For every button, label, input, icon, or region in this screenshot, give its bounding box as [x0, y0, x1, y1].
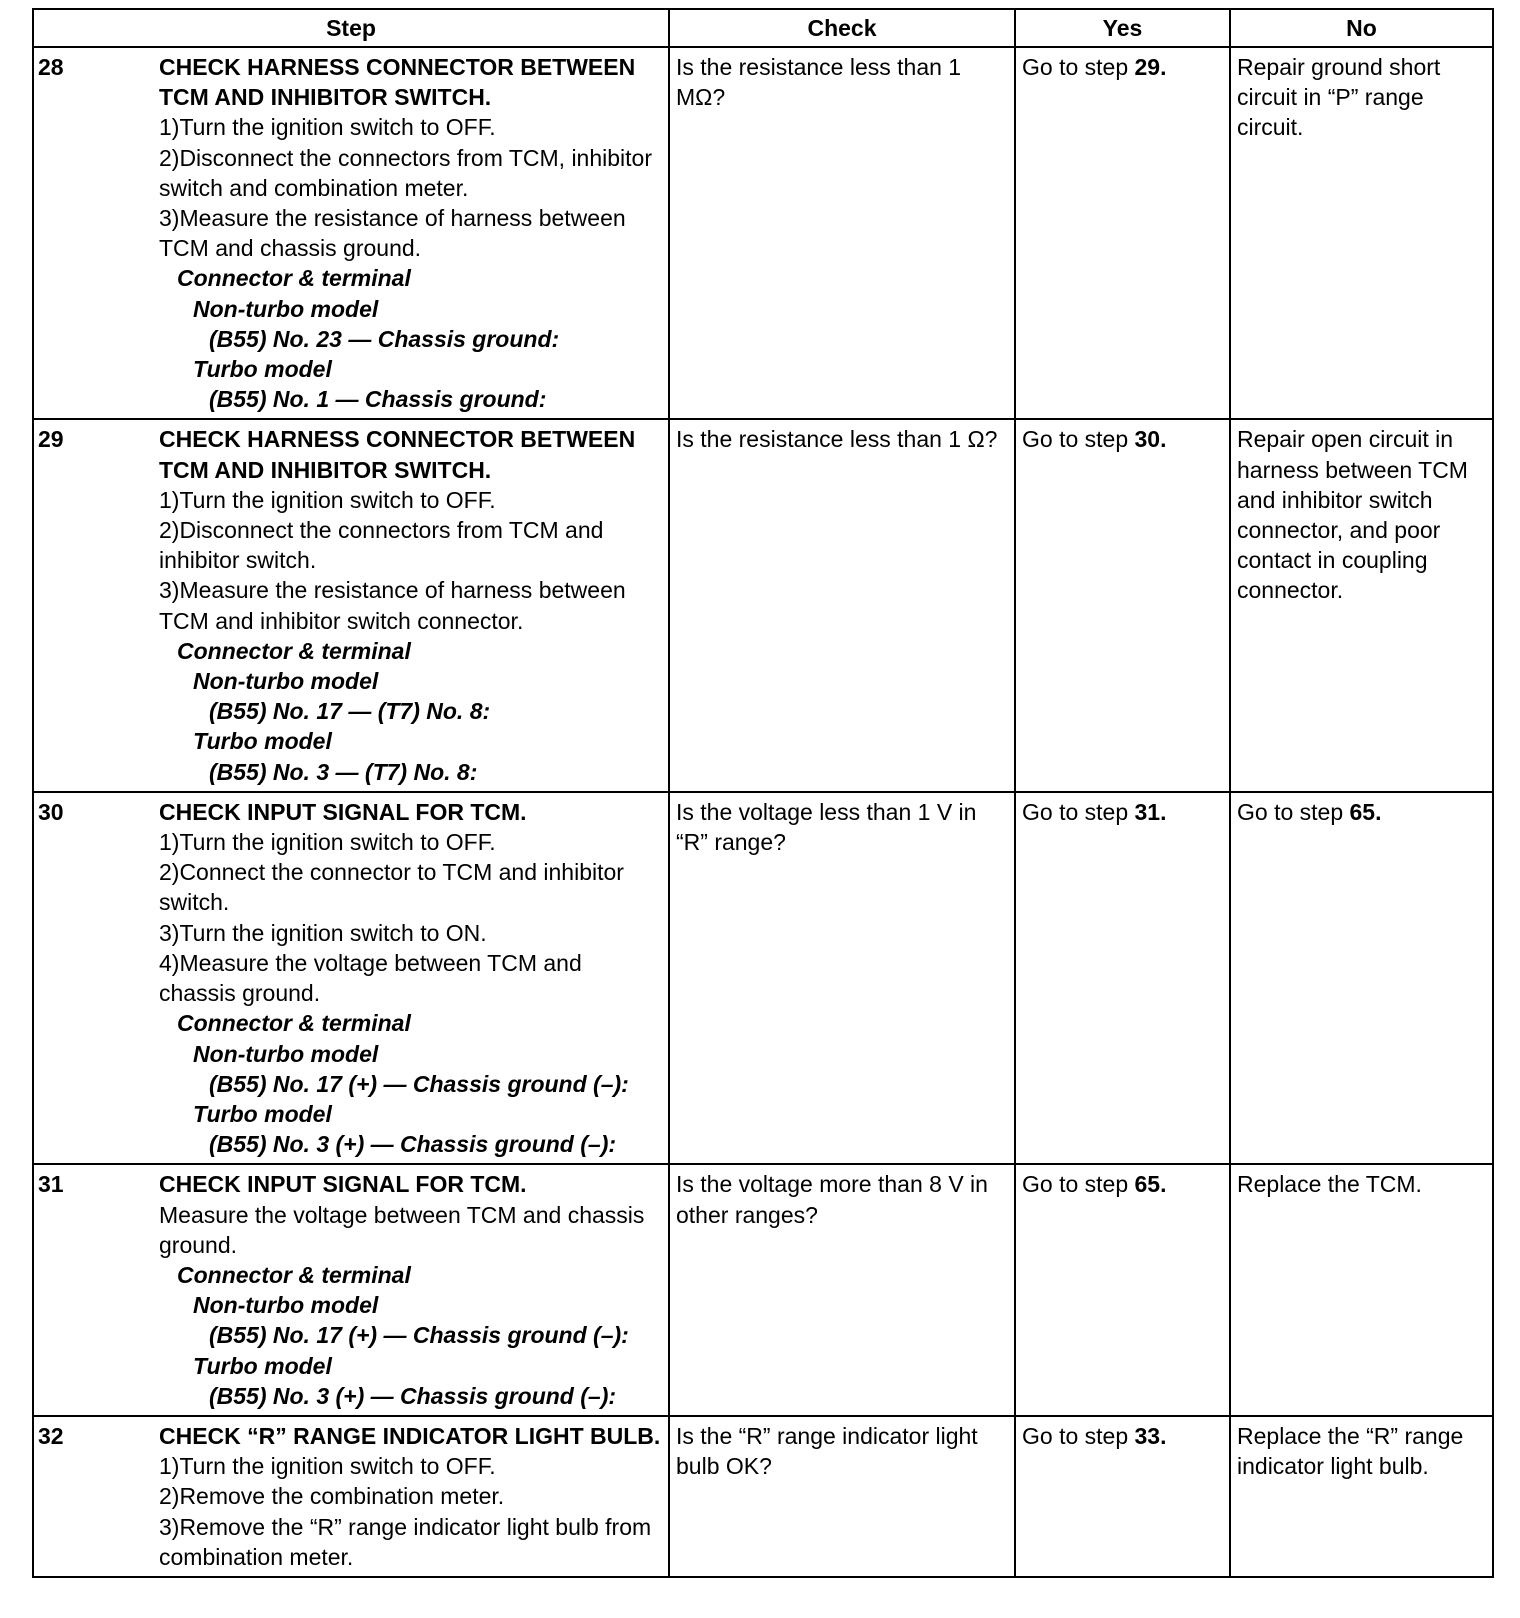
yes-cell — [1015, 47, 1230, 419]
terminal-spec: (B55) No. 3 (+) — Chassis ground (–): — [209, 1131, 617, 1158]
yes-step-number: 30. — [1134, 426, 1167, 453]
terminal-spec: (B55) No. 23 — Chassis ground: — [209, 325, 560, 352]
step-number: 32 — [33, 1416, 155, 1577]
step-line: 1)Turn the ignition switch to OFF. — [159, 829, 496, 856]
table-row — [33, 1164, 1493, 1416]
connector-terminal-label: Connector & terminal — [177, 637, 411, 664]
step-line: 4)Measure the voltage between TCM and chassis ground. — [159, 949, 582, 1007]
yes-cell — [1015, 419, 1230, 791]
terminal-spec: (B55) No. 17 — (T7) No. 8: — [209, 698, 491, 725]
step-description — [155, 1164, 669, 1416]
check-cell: Is the “R” range indicator light bulb OK? — [669, 1416, 1015, 1577]
yes-step-number: 33. — [1134, 1422, 1167, 1449]
step-line: Measure the voltage between TCM and chassis ground. — [159, 1201, 645, 1258]
step-line: 2)Disconnect the connectors from TCM and inhibitor switch. — [159, 517, 604, 574]
step-description — [155, 47, 669, 419]
step-title: CHECK HARNESS CONNECTOR BETWEEN TCM AND INHIBITOR SWITCH. — [159, 426, 636, 483]
step-line: 3)Measure the resistance of harness between TCM and chassis ground. — [159, 205, 626, 262]
step-line: 2)Disconnect the connectors from TCM, inhibitor switch and combination meter. — [159, 144, 652, 201]
header-no: No — [1230, 9, 1493, 47]
header-check: Check — [669, 9, 1015, 47]
step-number: 28 — [33, 47, 155, 419]
no-cell: Repair ground short circuit in “P” range circuit. — [1230, 47, 1493, 419]
terminal-spec: (B55) No. 3 — (T7) No. 8: — [209, 758, 478, 785]
yes-cell — [1015, 1416, 1230, 1577]
step-description — [155, 419, 669, 791]
step-number: 30 — [33, 792, 155, 1164]
step-title: CHECK “R” RANGE INDICATOR LIGHT BULB. — [159, 1422, 661, 1449]
connector-terminal-label: Connector & terminal — [177, 265, 411, 292]
model-label: Turbo model — [193, 356, 332, 383]
table-row — [33, 1416, 1493, 1577]
header-row — [33, 9, 1493, 47]
model-label: Non-turbo model — [193, 1292, 379, 1319]
header-yes: Yes — [1015, 9, 1230, 47]
table-row — [33, 47, 1493, 419]
step-line: 3)Remove the “R” range indicator light bulb from combination meter. — [159, 1513, 652, 1570]
step-description — [155, 792, 669, 1164]
step-line: 1)Turn the ignition switch to OFF. — [159, 114, 496, 141]
yes-text: Go to step — [1022, 798, 1135, 825]
step-line: 1)Turn the ignition switch to OFF. — [159, 486, 496, 513]
model-label: Non-turbo model — [193, 295, 379, 322]
check-cell: Is the voltage less than 1 V in “R” range? — [669, 792, 1015, 1164]
yes-text: Go to step — [1022, 1171, 1135, 1198]
table-row — [33, 419, 1493, 791]
terminal-spec: (B55) No. 17 (+) — Chassis ground (–): — [209, 1070, 629, 1097]
yes-text: Go to step — [1022, 1422, 1135, 1449]
diagnostic-table — [32, 8, 1494, 1578]
model-label: Non-turbo model — [193, 1040, 379, 1067]
table-row — [33, 792, 1493, 1164]
no-cell: Replace the TCM. — [1230, 1164, 1493, 1416]
step-line: 1)Turn the ignition switch to OFF. — [159, 1453, 496, 1480]
step-line: 3)Measure the resistance of harness between TCM and inhibitor switch connector. — [159, 577, 626, 634]
model-label: Turbo model — [193, 1100, 332, 1127]
step-line: 2)Connect the connector to TCM and inhibitor switch. — [159, 859, 624, 916]
step-line: 3)Turn the ignition switch to ON. — [159, 919, 487, 946]
diagnostic-table-page — [32, 8, 1492, 1578]
model-label: Turbo model — [193, 1352, 332, 1379]
check-cell: Is the voltage more than 8 V in other ranges? — [669, 1164, 1015, 1416]
yes-cell — [1015, 792, 1230, 1164]
no-cell — [1230, 792, 1493, 1164]
connector-terminal-label: Connector & terminal — [177, 1010, 411, 1037]
model-label: Turbo model — [193, 728, 332, 755]
check-cell: Is the resistance less than 1 MΩ? — [669, 47, 1015, 419]
yes-step-number: 29. — [1134, 54, 1167, 80]
header-step: Step — [33, 9, 669, 47]
connector-terminal-label: Connector & terminal — [177, 1261, 411, 1288]
no-text: Go to step — [1237, 798, 1350, 825]
yes-cell — [1015, 1164, 1230, 1416]
step-title: CHECK INPUT SIGNAL FOR TCM. — [159, 798, 527, 825]
yes-text: Go to step — [1022, 426, 1135, 453]
yes-text: Go to step — [1022, 54, 1135, 80]
step-title: CHECK INPUT SIGNAL FOR TCM. — [159, 1171, 527, 1198]
check-cell: Is the resistance less than 1 Ω? — [669, 419, 1015, 791]
model-label: Non-turbo model — [193, 668, 379, 695]
step-number: 29 — [33, 419, 155, 791]
no-cell: Replace the “R” range indicator light bulb. — [1230, 1416, 1493, 1577]
step-number: 31 — [33, 1164, 155, 1416]
yes-step-number: 31. — [1134, 798, 1167, 825]
yes-step-number: 65. — [1134, 1171, 1167, 1198]
no-step-number: 65. — [1349, 798, 1382, 825]
terminal-spec: (B55) No. 3 (+) — Chassis ground (–): — [209, 1382, 617, 1409]
terminal-spec: (B55) No. 17 (+) — Chassis ground (–): — [209, 1322, 629, 1349]
step-title: CHECK HARNESS CONNECTOR BETWEEN TCM AND INHIBITOR SWITCH. — [159, 54, 636, 111]
terminal-spec: (B55) No. 1 — Chassis ground: — [209, 386, 547, 413]
step-description — [155, 1416, 669, 1577]
no-cell: Repair open circuit in harness between TCM and inhibitor switch connector, and poor contact in coupling connector. — [1230, 419, 1493, 791]
step-line: 2)Remove the combination meter. — [159, 1483, 505, 1510]
